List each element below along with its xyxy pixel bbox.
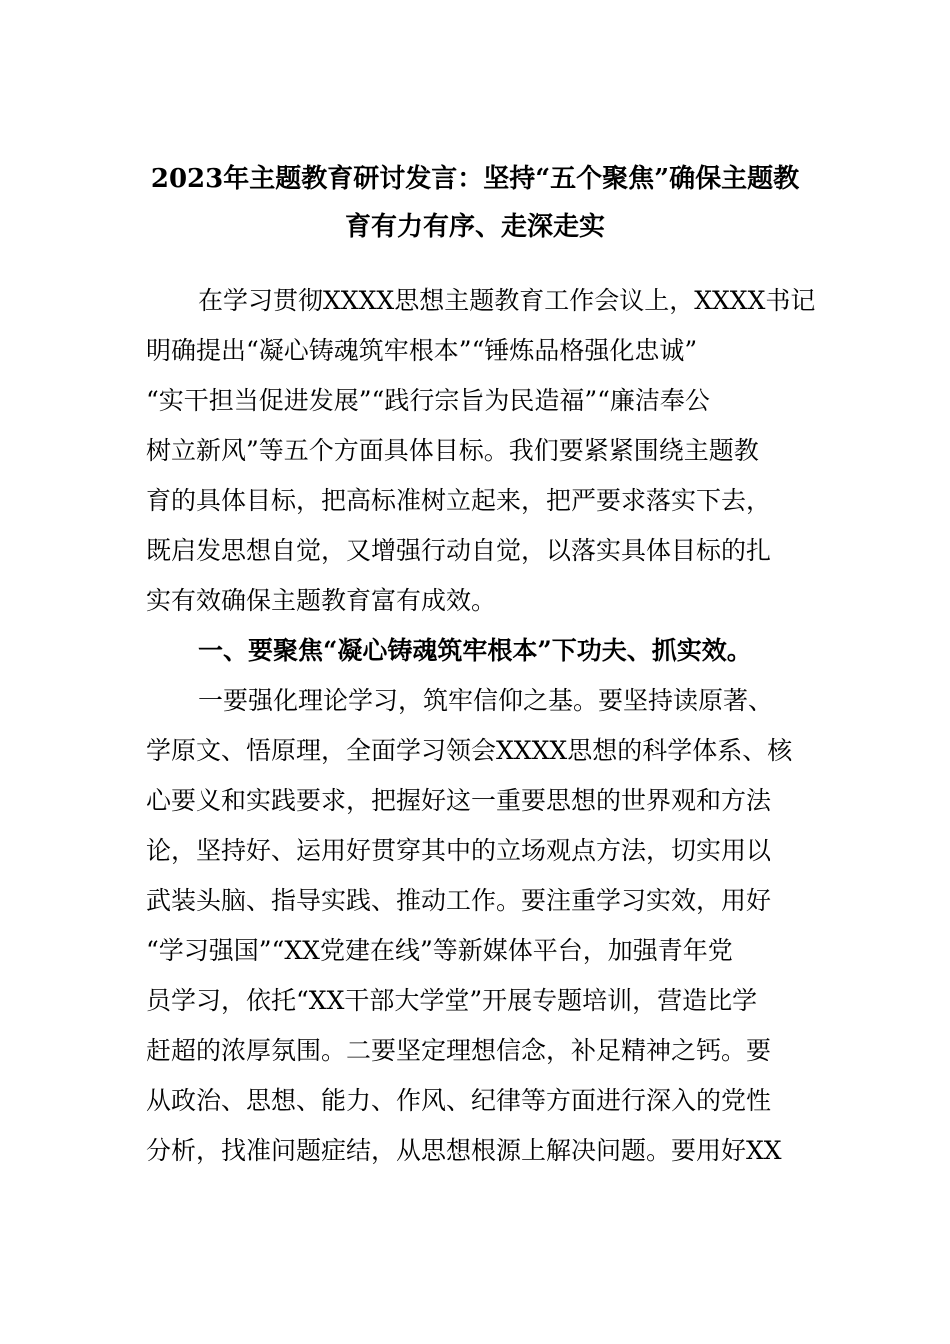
paragraph-line: 心要义和实践要求，把握好这一重要思想的世界观和方法 (146, 786, 772, 815)
paragraph-line: 树立新风”等五个方面具体目标。我们要紧紧围绕主题教 (146, 436, 759, 465)
paragraph-line: 在学习贯彻XXXX思想主题教育工作会议上，XXXX书记 (198, 286, 816, 315)
paragraph-line: 育的具体目标，把高标准树立起来，把严要求落实下去， (146, 486, 772, 515)
paragraph-line: 论，坚持好、运用好贯穿其中的立场观点方法，切实用以 (146, 836, 772, 865)
paragraph-line: “实干担当促进发展”“践行宗旨为民造福”“廉洁奉公 (146, 386, 710, 415)
document-title-line-1: 2023年主题教育研讨发言：坚持“五个聚焦”确保主题教 (150, 164, 800, 194)
paragraph-line: 从政治、思想、能力、作风、纪律等方面进行深入的党性 (146, 1086, 772, 1115)
paragraph-line: 实有效确保主题教育富有成效。 (146, 586, 497, 615)
document-title-line-2: 育有力有序、走深走实 (344, 212, 605, 242)
paragraph-line: 赶超的浓厚氛围。二要坚定理想信念，补足精神之钙。要 (146, 1036, 772, 1065)
paragraph-line: 既启发思想自觉，又增强行动自觉，以落实具体目标的扎 (146, 536, 772, 565)
paragraph-line: 分析，找准问题症结，从思想根源上解决问题。要用好XX (146, 1136, 782, 1165)
paragraph-line: 武装头脑、指导实践、推动工作。要注重学习实效，用好 (146, 886, 772, 915)
paragraph-line: 一要强化理论学习，筑牢信仰之基。要坚持读原著、 (198, 686, 774, 715)
paragraph-line: 学原文、悟原理，全面学习领会XXXX思想的科学体系、核 (146, 736, 793, 765)
paragraph-line: “学习强国”“XX党建在线”等新媒体平台，加强青年党 (146, 936, 733, 965)
paragraph-line: 明确提出“凝心铸魂筑牢根本”“锤炼品格强化忠诚” (146, 336, 698, 365)
section-heading: 一、要聚焦“凝心铸魂筑牢根本”下功夫、抓实效。 (198, 636, 752, 665)
paragraph-line: 员学习，依托“XX干部大学堂”开展专题培训，营造比学 (146, 986, 758, 1015)
